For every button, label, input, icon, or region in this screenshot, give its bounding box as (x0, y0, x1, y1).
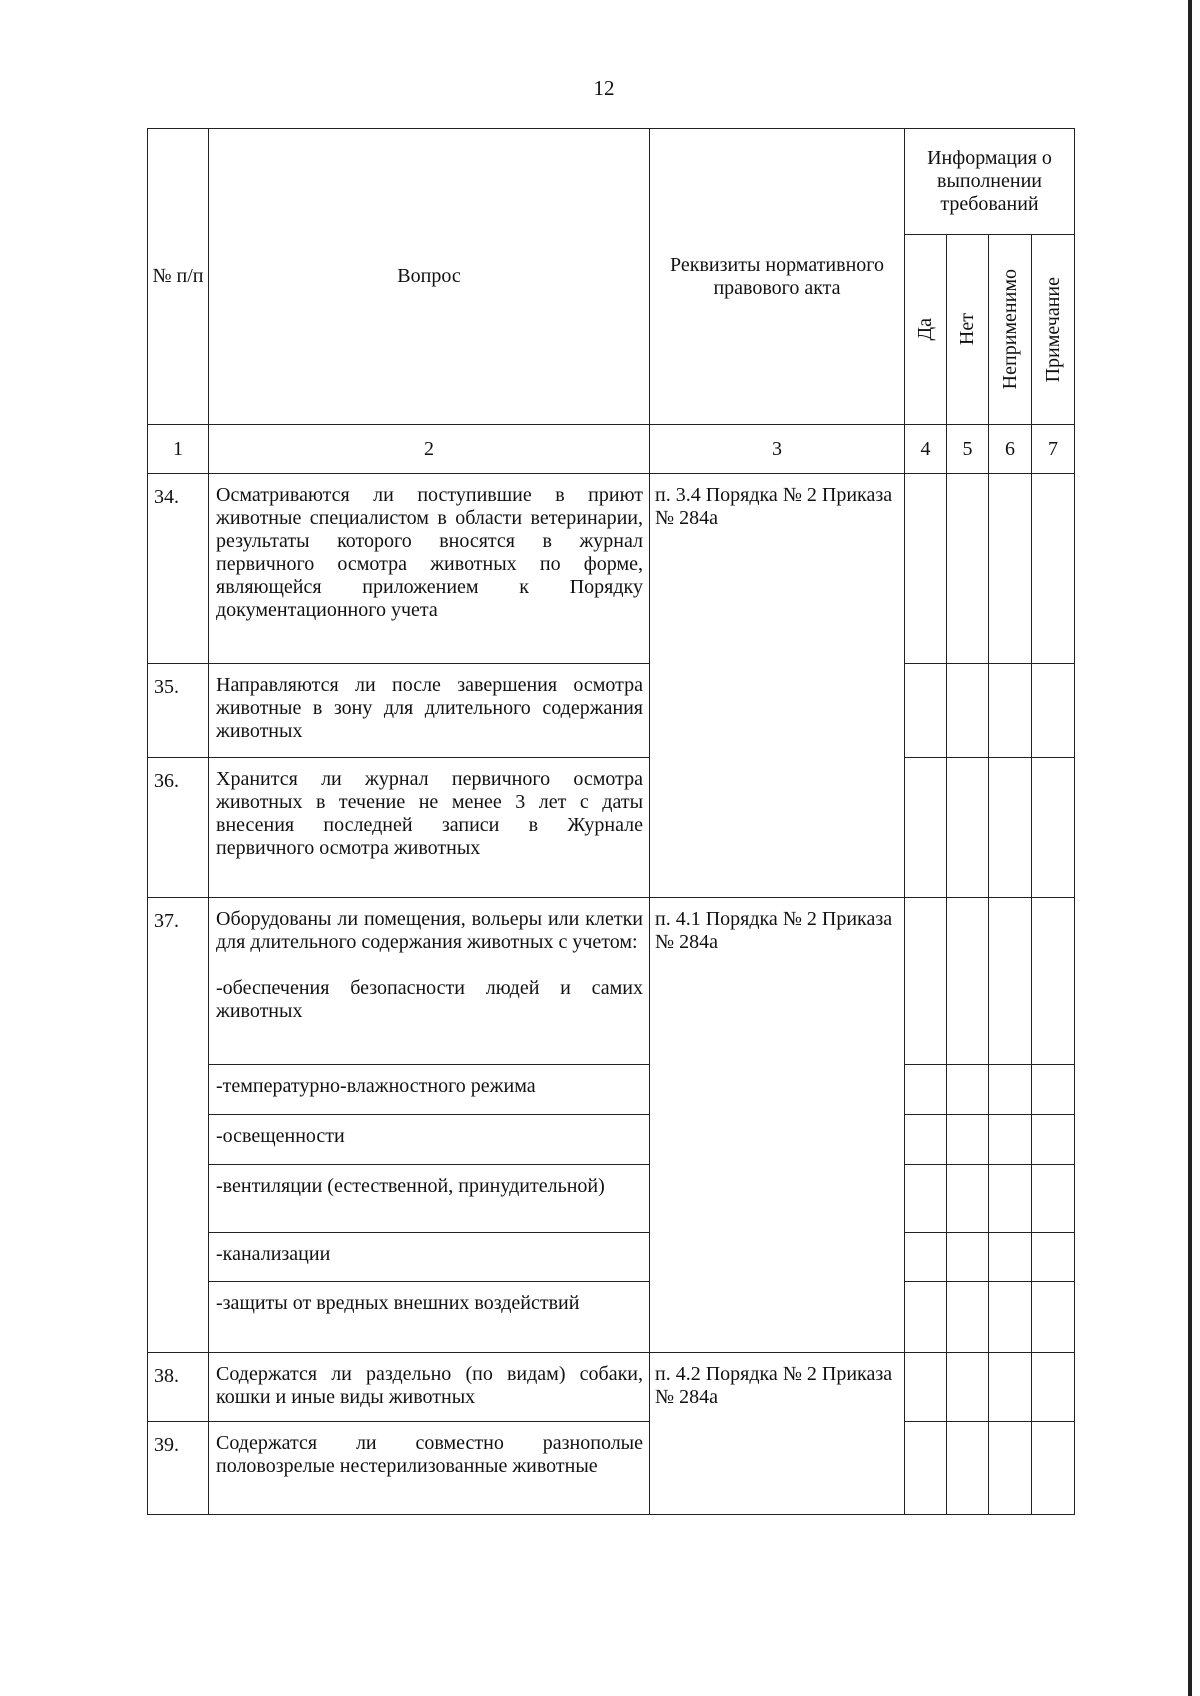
header-no-cell (947, 235, 989, 425)
answer-yes[interactable] (905, 1233, 947, 1282)
answer-no[interactable] (947, 758, 989, 898)
header-note-cell (1032, 235, 1075, 425)
row-question: Хранится ли журнал первичного осмотра животных в течение не менее 3 лет с даты внесения последней записи в Журнале первичного осмотра животных (209, 758, 650, 898)
answer-yes[interactable] (905, 1282, 947, 1353)
header-na: Неприменимо (998, 269, 1021, 390)
answer-yes[interactable] (905, 664, 947, 758)
answer-note[interactable] (1032, 758, 1075, 898)
answer-na[interactable] (989, 1115, 1032, 1165)
answer-yes[interactable] (905, 1165, 947, 1233)
header-info: Информация о выполнении требований (905, 129, 1075, 235)
colnum-2: 2 (209, 425, 650, 474)
row-number: 37. (148, 898, 209, 1353)
table-row (148, 474, 1075, 664)
answer-note[interactable] (1032, 1353, 1075, 1422)
header-requisites: Реквизиты нормативного правового акта (650, 129, 905, 425)
header-yes-cell (905, 235, 947, 425)
answer-no[interactable] (947, 1422, 989, 1515)
table-row (148, 1353, 1075, 1422)
header-no: Нет (956, 313, 978, 346)
spacer (216, 954, 643, 977)
sub-item: -освещенности (209, 1115, 650, 1165)
answer-note[interactable] (1032, 1282, 1075, 1353)
row-question: Оборудованы ли помещения, вольеры или клетки для длительного содержания животных с учетом: (216, 908, 643, 953)
sub-row (148, 1065, 1075, 1115)
answer-no[interactable] (947, 664, 989, 758)
sub-item: -температурно-влажностного режима (209, 1065, 650, 1115)
colnum-4: 4 (905, 425, 947, 474)
colnum-1: 1 (148, 425, 209, 474)
answer-yes[interactable] (905, 1115, 947, 1165)
answer-yes[interactable] (905, 898, 947, 1065)
answer-yes[interactable] (905, 474, 947, 664)
header-question: Вопрос (209, 129, 650, 425)
answer-na[interactable] (989, 1282, 1032, 1353)
answer-no[interactable] (947, 1233, 989, 1282)
answer-no[interactable] (947, 1165, 989, 1233)
page-number: 12 (593, 76, 615, 100)
sub-item: -вентиляции (естественной, принудительной) (209, 1165, 650, 1233)
row-question: Направляются ли после завершения осмотра животные в зону для длительного содержания животных (209, 664, 650, 758)
table-row (148, 758, 1075, 898)
row-question: Осматриваются ли поступившие в приют животные специалистом в области ветеринарии, результаты которого вносятся в журнал первичного осмотра животных по форме, являющейся приложением к Порядку документационного учета (209, 474, 650, 664)
table-row (148, 898, 1075, 1065)
colnum-3: 3 (650, 425, 905, 474)
row-question: Содержатся ли совместно разнополые половозрелые нестерилизованные животные (209, 1422, 650, 1515)
colnum-6: 6 (989, 425, 1032, 474)
row-number: 35. (148, 664, 209, 758)
page-edge-shadow (1188, 0, 1192, 1696)
row-question-group (209, 898, 650, 1065)
answer-note[interactable] (1032, 1165, 1075, 1233)
colnum-7: 7 (1032, 425, 1075, 474)
sub-row (148, 1282, 1075, 1353)
answer-na[interactable] (989, 1165, 1032, 1233)
answer-note[interactable] (1032, 664, 1075, 758)
answer-yes[interactable] (905, 1065, 947, 1115)
answer-yes[interactable] (905, 1422, 947, 1515)
row-requisite: п. 4.1 Порядка № 2 Приказа № 284а (650, 898, 905, 1353)
row-question: Содержатся ли раздельно (по видам) собаки, кошки и иные виды животных (209, 1353, 650, 1422)
checklist-table (147, 128, 1075, 1515)
answer-na[interactable] (989, 1353, 1032, 1422)
answer-note[interactable] (1032, 1065, 1075, 1115)
sub-row (148, 1165, 1075, 1233)
answer-na[interactable] (989, 1422, 1032, 1515)
row-number: 38. (148, 1353, 209, 1422)
header-num: № п/п (148, 129, 209, 425)
answer-note[interactable] (1032, 898, 1075, 1065)
row-number: 39. (148, 1422, 209, 1515)
answer-na[interactable] (989, 898, 1032, 1065)
answer-note[interactable] (1032, 1422, 1075, 1515)
header-row-top (148, 129, 1075, 235)
sub-item: -защиты от вредных внешних воздействий (209, 1282, 650, 1353)
sub-row (148, 1233, 1075, 1282)
answer-no[interactable] (947, 1353, 989, 1422)
answer-na[interactable] (989, 1233, 1032, 1282)
column-number-row (148, 425, 1075, 474)
answer-na[interactable] (989, 1065, 1032, 1115)
table-row (148, 1422, 1075, 1515)
answer-na[interactable] (989, 664, 1032, 758)
sub-item: -обеспечения безопасности людей и самих животных (216, 977, 643, 1022)
answer-na[interactable] (989, 474, 1032, 664)
answer-no[interactable] (947, 474, 989, 664)
header-yes: Да (914, 318, 936, 341)
answer-note[interactable] (1032, 1115, 1075, 1165)
answer-no[interactable] (947, 1065, 989, 1115)
answer-no[interactable] (947, 1115, 989, 1165)
answer-yes[interactable] (905, 1353, 947, 1422)
answer-note[interactable] (1032, 474, 1075, 664)
row-number: 36. (148, 758, 209, 898)
row-requisite: п. 4.2 Порядка № 2 Приказа № 284а (650, 1353, 905, 1515)
header-na-cell (989, 235, 1032, 425)
sub-item: -канализации (209, 1233, 650, 1282)
header-note: Примечание (1041, 276, 1064, 383)
row-requisite: п. 3.4 Порядка № 2 Приказа № 284а (650, 474, 905, 898)
sub-row (148, 1115, 1075, 1165)
answer-no[interactable] (947, 898, 989, 1065)
answer-no[interactable] (947, 1282, 989, 1353)
table-row (148, 664, 1075, 758)
row-number: 34. (148, 474, 209, 664)
answer-note[interactable] (1032, 1233, 1075, 1282)
answer-na[interactable] (989, 758, 1032, 898)
answer-yes[interactable] (905, 758, 947, 898)
colnum-5: 5 (947, 425, 989, 474)
